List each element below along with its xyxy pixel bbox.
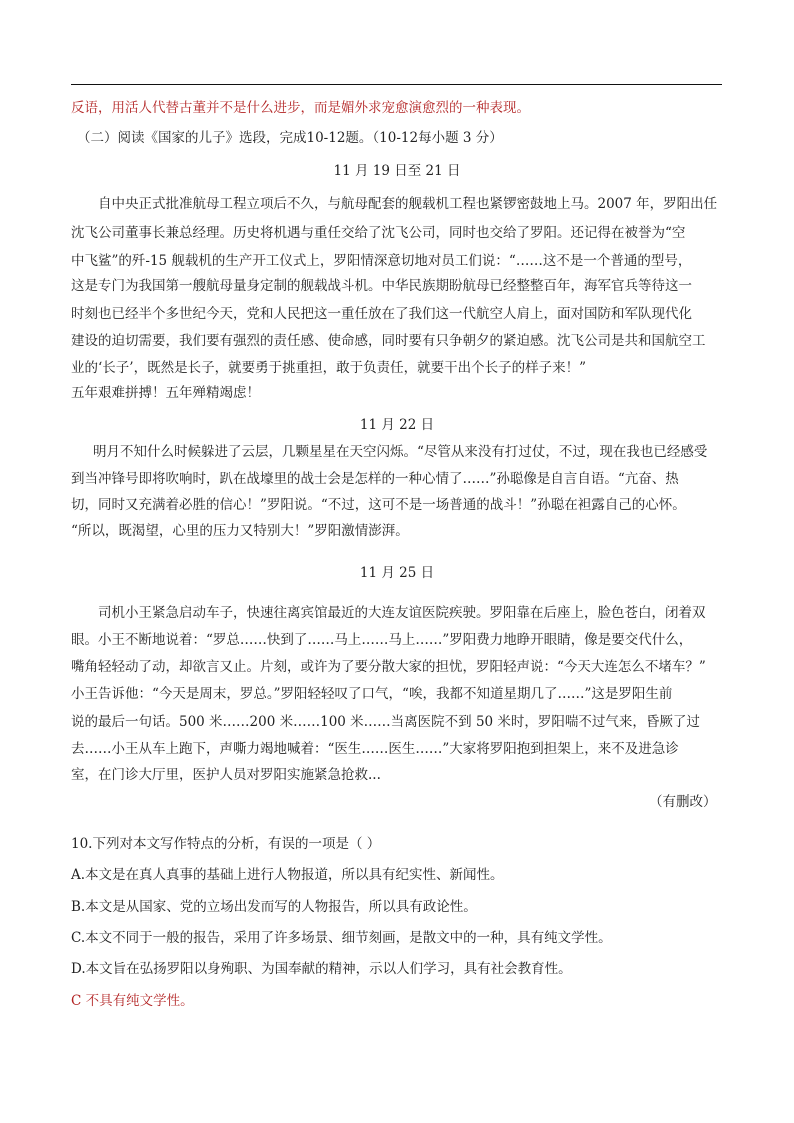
text-line: 去……小王从车上跑下，声嘶力竭地喊着：“医生……医生……”大家将罗阳抱到担架上，来不及进急诊	[71, 741, 679, 757]
text-line: 明月不知什么时候躲进了云层，几颗星星在天空闪烁。“尽管从来没有打过仗，不过，现在我也已经感受	[93, 444, 708, 460]
text-line: 业的‘长子’，既然是长子，就要勇于挑重担，敢于负责任，就要干出个长子的样子来！”	[71, 360, 586, 376]
text-line: 到当冲锋号即将吹响时，趴在战壕里的战士会是怎样的一种心情了……”孙聪像是自言自语。“亢奋、热	[71, 471, 679, 487]
text-line: 时刻也已经半个多世纪今天，党和人民把这一重任放在了我们这一代航空人肩上，面对国防和军队现代化	[71, 306, 692, 322]
option-d: D.本文旨在弘扬罗阳以身殉职、为国奉献的精神，示以人们学习，具有社会教育性。	[71, 961, 572, 977]
header-rule	[71, 84, 722, 85]
text-line: 嘴角轻轻动了动，却欲言又止。片刻，或许为了要分散大家的担忧，罗阳轻声说：“今天大连怎么不堵车？”	[71, 659, 706, 675]
text-line: 切，同时又充满着必胜的信心！”罗阳说。“不过，这可不是一场普通的战斗！”孙聪在袒露自己的心怀。	[71, 497, 686, 513]
question-stem: 10.下列对本文写作特点的分析，有误的一项是（ ）	[71, 836, 381, 852]
date-heading-3: 11 月 25 日	[359, 565, 435, 581]
option-c: C.本文不同于一般的报告，采用了许多场景、细节刻画，是散文中的一种，具有纯文学性。	[71, 930, 612, 946]
option-b: B.本文是从国家、党的立场出发而写的人物报告，所以具有政论性。	[71, 899, 477, 915]
option-a: A.本文是在真人真事的基础上进行人物报道，所以具有纪实性、新闻性。	[71, 867, 504, 883]
text-line: 眼。小王不断地说着：“罗总……快到了……马上……马上……”罗阳费力地睁开眼睛，像是要交代什么，	[71, 632, 693, 648]
text-line: 自中央正式批准航母工程立项后不久，与航母配套的舰载机工程也紧锣密鼓地上马。2007 年，罗阳出任	[98, 196, 718, 212]
text-line: “所以，既渴望，心里的压力又特别大！”罗阳激情澎湃。	[71, 523, 409, 539]
text-line: 司机小王紧急启动车子，快速往离宾馆最近的大连友谊医院疾驶。罗阳靠在后座上，脸色苍白，闭着双	[98, 605, 706, 621]
text-line: 建设的迫切需要，我们要有强烈的责任感、使命感，同时要有只争朝夕的紧迫感。沈飞公司是共和国航空工	[71, 333, 706, 349]
text-line: 小王告诉他：“今天是周末，罗总。”罗阳轻轻叹了口气，“唉，我都不知道星期几了……”这是罗阳生前	[71, 686, 673, 702]
date-heading-2: 11 月 22 日	[359, 417, 435, 433]
date-heading-1: 11 月 19 日至 21 日	[333, 163, 461, 179]
top-note: 反语，用活人代替古董并不是什么进步，而是媚外求宠愈演愈烈的一种表现。	[71, 100, 530, 116]
text-line: 五年艰难拼搏！五年殚精竭虑！	[71, 385, 260, 401]
text-line: 这是专门为我国第一艘航母量身定制的舰载战斗机。中华民族期盼航母已经整整百年，海军官兵等待这一	[71, 278, 692, 294]
answer-note: C 不具有纯文学性。	[71, 993, 194, 1009]
text-line: 沈飞公司董事长兼总经理。历史将机遇与重任交给了沈飞公司，同时也交给了罗阳。还记得在被誉为“空	[71, 225, 686, 241]
text-line: 说的最后一句话。500 米……200 米……100 米……当离医院不到 50 米时，罗阳喘不过气来，昏厥了过	[71, 714, 700, 730]
section-heading: （二）阅读《国家的儿子》选段，完成10-12题。（10-12每小题 3 分）	[77, 130, 503, 146]
source-note: （有删改）	[649, 794, 717, 810]
text-line: 室，在门诊大厅里，医护人员对罗阳实施紧急抢救...	[71, 767, 381, 783]
text-line: 中飞鲨”的歼-15 舰载机的生产开工仪式上，罗阳情深意切地对员工们说：“……这不是一个普通的型号，	[71, 253, 692, 269]
